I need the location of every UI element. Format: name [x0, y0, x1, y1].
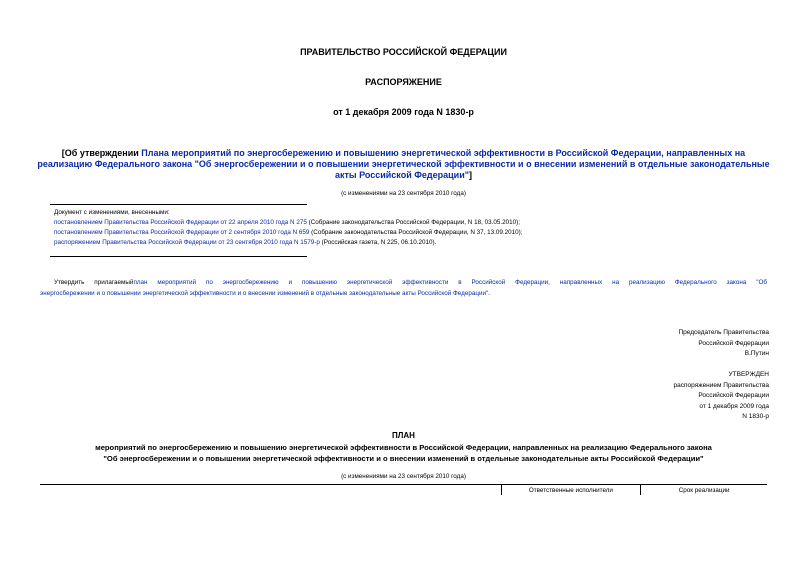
signature-position: Председатель Правительства — [678, 329, 769, 336]
title-link-line-2[interactable]: реализацию Федерального закона "Об энергосбережении и о повышении энергетической эффективности и о внесении изменений в отдельные законодательные — [37, 159, 770, 169]
plan-title-line-1: мероприятий по энергосбережению и повышению энергетической эффективности в Российской Федерации, направленных на реализацию Федерального закона — [95, 443, 712, 452]
changes-note: (с изменениями на 23 сентября 2010 года) — [341, 190, 466, 197]
plan-heading: ПЛАН — [392, 431, 415, 440]
government-heading: ПРАВИТЕЛЬСТВО РОССИЙСКОЙ ФЕДЕРАЦИИ — [300, 47, 507, 57]
title-suffix: ] — [469, 170, 473, 180]
approved-date: от 1 декабря 2009 года — [699, 402, 769, 410]
signature-country: Российской Федерации — [698, 339, 769, 347]
plan-title-line-2: "Об энергосбережении и о повышении энергетической эффективности и о внесении изменений в отдельные законодательные акты Российской Федерации" — [103, 454, 704, 463]
document-date-number: от 1 декабря 2009 года N 1830-р — [333, 107, 474, 117]
column-header-measure — [40, 485, 501, 496]
approved-heading: УТВЕРЖДЕН — [728, 371, 769, 378]
approve-link-line-1[interactable]: план мероприятий по энергосбережению и повышению энергетической эффективности в Российской Федерации, направленных на реализацию Федерального закона "Об — [133, 279, 768, 286]
amendment-source: (Собрание законодательства Российской Федерации, N 18, 03.05.2010); — [306, 219, 520, 226]
title-link-line-1[interactable]: Плана мероприятий по энергосбережению и повышению энергетической эффективности в Российской Федерации, направленных на — [141, 148, 746, 158]
table-header-row — [40, 485, 767, 496]
document-type: РАСПОРЯЖЕНИЕ — [365, 77, 442, 87]
approve-lead: Утвердить прилагаемый — [54, 279, 134, 286]
amendment-link[interactable]: постановлением Правительства Российской Федерации от 2 сентября 2010 года N 659 — [54, 229, 310, 236]
approved-country: Российской Федерации — [698, 392, 769, 399]
title-link-line-3[interactable]: акты Российской Федерации" — [334, 170, 470, 180]
title-line-3 — [0, 170, 807, 180]
title-line-1 — [0, 148, 807, 158]
title-line-2 — [0, 159, 807, 169]
approved-by: распоряжением Правительства — [673, 381, 769, 389]
signature-name: В.Путин — [744, 350, 769, 357]
amendment-item — [54, 229, 523, 236]
amendment-item — [54, 219, 520, 226]
amendment-source: (Собрание законодательства Российской Федерации, N 37, 13.09.2010); — [309, 229, 523, 236]
amendment-source: (Российская газета, N 225, 06.10.2010). — [319, 239, 437, 246]
plan-table — [40, 484, 767, 495]
approve-link-line-2[interactable]: энергосбережении и о повышении энергетической эффективности и о внесении изменений в отдельные законодательные акты Российской Федерации" — [40, 290, 489, 297]
plan-changes-note: (с изменениями на 23 сентября 2010 года) — [341, 473, 466, 480]
column-header-executors: Ответственные исполнители — [501, 485, 641, 496]
amendment-item — [54, 239, 436, 246]
amendments-top-rule — [50, 204, 307, 205]
column-header-deadline: Срок реализации — [641, 485, 767, 496]
title-prefix: [Об утверждении — [61, 148, 142, 158]
amendment-link[interactable]: постановлением Правительства Российской Федерации от 22 апреля 2010 года N 275 — [54, 219, 307, 226]
amendments-heading: Документ с изменениями, внесенными: — [54, 209, 170, 216]
approved-block — [674, 370, 769, 423]
amendments-bottom-rule — [50, 256, 307, 257]
amendment-link[interactable]: распоряжением Правительства Российской Федерации от 23 сентября 2010 года N 1579-р — [54, 239, 320, 246]
approve-line-1 — [54, 279, 767, 286]
signature-block — [678, 328, 769, 360]
approved-number: N 1830-р — [742, 413, 769, 420]
approve-line-2 — [40, 290, 490, 297]
approve-end: . — [488, 290, 490, 297]
